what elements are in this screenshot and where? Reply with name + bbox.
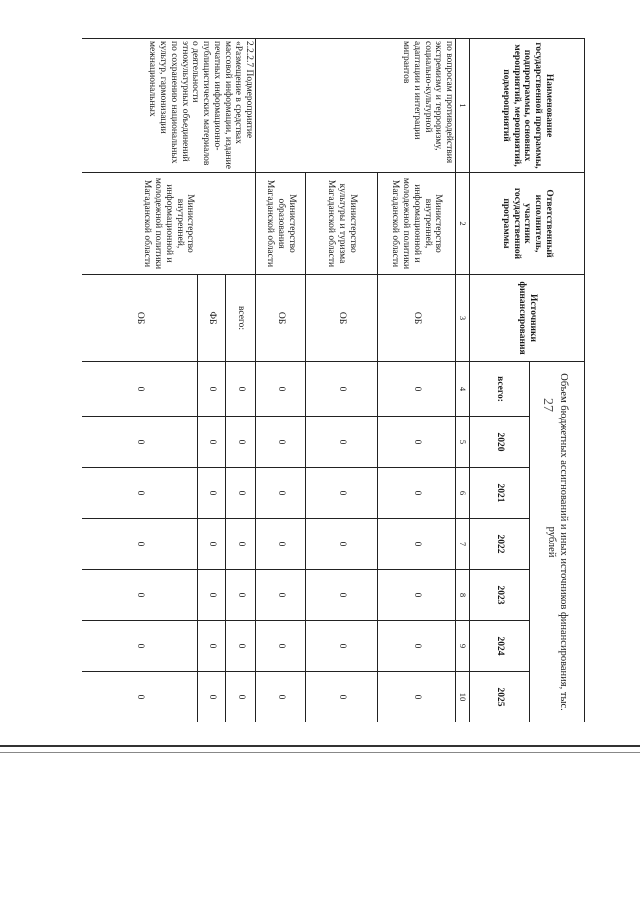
value-cell: 0	[256, 468, 306, 519]
header-year-cell: 2024	[470, 621, 530, 672]
column-number: 1	[456, 39, 470, 173]
column-number: 2	[456, 173, 470, 275]
value-cell: 0	[256, 519, 306, 570]
value-cell: 0	[256, 417, 306, 468]
value-cell: 0	[226, 417, 256, 468]
executor-cell: Министерство культуры и туризма Магаданской области	[306, 173, 378, 275]
value-cell: 0	[378, 621, 456, 672]
source-cell: ФБ	[198, 275, 226, 362]
value-cell: 0	[198, 570, 226, 621]
table-row	[226, 39, 256, 723]
header-year-cell: 2022	[470, 519, 530, 570]
header-row-numbers	[456, 39, 470, 723]
value-cell: 0	[82, 468, 198, 519]
column-number: 3	[456, 275, 470, 362]
page-bottom-rule	[0, 745, 640, 747]
header-source-cell: Источники финансирования	[470, 275, 585, 362]
document-page	[82, 38, 585, 722]
page-bottom-rule-thin	[0, 752, 640, 753]
table-row	[378, 39, 456, 723]
column-number: 7	[456, 519, 470, 570]
source-cell: ОБ	[82, 275, 198, 362]
value-cell: 0	[226, 519, 256, 570]
executor-cell: Министерство внутренней, информационной и молодежной политики Магаданской области	[378, 173, 456, 275]
value-cell: 0	[82, 672, 198, 723]
header-year-cell: 2025	[470, 672, 530, 723]
value-cell: 0	[306, 570, 378, 621]
column-number: 9	[456, 621, 470, 672]
value-cell: 0	[226, 621, 256, 672]
value-cell: 0	[226, 672, 256, 723]
header-year-cell: 2023	[470, 570, 530, 621]
column-number: 8	[456, 570, 470, 621]
executor-cell: Министерство образования Магаданской области	[256, 173, 306, 275]
source-cell: ОБ	[378, 275, 456, 362]
value-cell: 0	[82, 362, 198, 417]
source-cell: ОБ	[256, 275, 306, 362]
value-cell: 0	[226, 570, 256, 621]
submeasure-name-cell: 2.2.2.7 Подмероприятие «Размещение в средствах массовой информации, издание печатных информационно-публицистических материалов о деятельности этнокультурных объединений по сохранению национальных культур, гармонизации межнациональных	[82, 39, 256, 173]
header-total-cell: всего:	[470, 362, 530, 417]
value-cell: 0	[306, 362, 378, 417]
value-cell: 0	[198, 417, 226, 468]
value-cell: 0	[378, 519, 456, 570]
budget-table	[82, 38, 585, 722]
value-cell: 0	[82, 519, 198, 570]
column-number: 4	[456, 362, 470, 417]
value-cell: 0	[198, 519, 226, 570]
value-cell: 0	[82, 570, 198, 621]
value-cell: 0	[306, 468, 378, 519]
header-year-cell: 2020	[470, 417, 530, 468]
page-number: 27	[540, 398, 555, 412]
rotated-table-container	[82, 38, 585, 722]
value-cell: 0	[82, 621, 198, 672]
value-cell: 0	[378, 570, 456, 621]
header-name-cell: Наименование государственной программы, подпрограммы, основных мероприятий, мероприятий, подмероприятий	[470, 39, 585, 173]
executor-cell: Министерство внутренней, информационной и молодежной политики Магаданской области	[82, 173, 256, 275]
value-cell: 0	[256, 672, 306, 723]
header-row-top	[530, 39, 585, 723]
column-number: 10	[456, 672, 470, 723]
value-cell: 0	[306, 621, 378, 672]
value-cell: 0	[306, 417, 378, 468]
header-volume-cell: Объем бюджетных ассигнований и иных источников финансирования, тыс. рублей	[530, 362, 585, 723]
value-cell: 0	[198, 672, 226, 723]
value-cell: 0	[306, 519, 378, 570]
value-cell: 0	[306, 672, 378, 723]
value-cell: 0	[256, 570, 306, 621]
value-cell: 0	[198, 468, 226, 519]
value-cell: 0	[378, 672, 456, 723]
column-number: 5	[456, 417, 470, 468]
measure-name-cell: по вопросам противодействия экстремизму и терроризму, социально-культурной адаптации и интеграции мигрантов	[256, 39, 456, 173]
value-cell: 0	[378, 468, 456, 519]
value-cell: 0	[226, 362, 256, 417]
source-cell: ОБ	[306, 275, 378, 362]
value-cell: 0	[226, 468, 256, 519]
value-cell: 0	[198, 362, 226, 417]
value-cell: 0	[256, 362, 306, 417]
value-cell: 0	[256, 621, 306, 672]
value-cell: 0	[378, 417, 456, 468]
header-year-cell: 2021	[470, 468, 530, 519]
value-cell: 0	[82, 417, 198, 468]
value-cell: 0	[198, 621, 226, 672]
column-number: 6	[456, 468, 470, 519]
source-cell: всего:	[226, 275, 256, 362]
value-cell: 0	[378, 362, 456, 417]
header-executor-cell: Ответственный исполнитель, участник государственной программы	[470, 173, 585, 275]
